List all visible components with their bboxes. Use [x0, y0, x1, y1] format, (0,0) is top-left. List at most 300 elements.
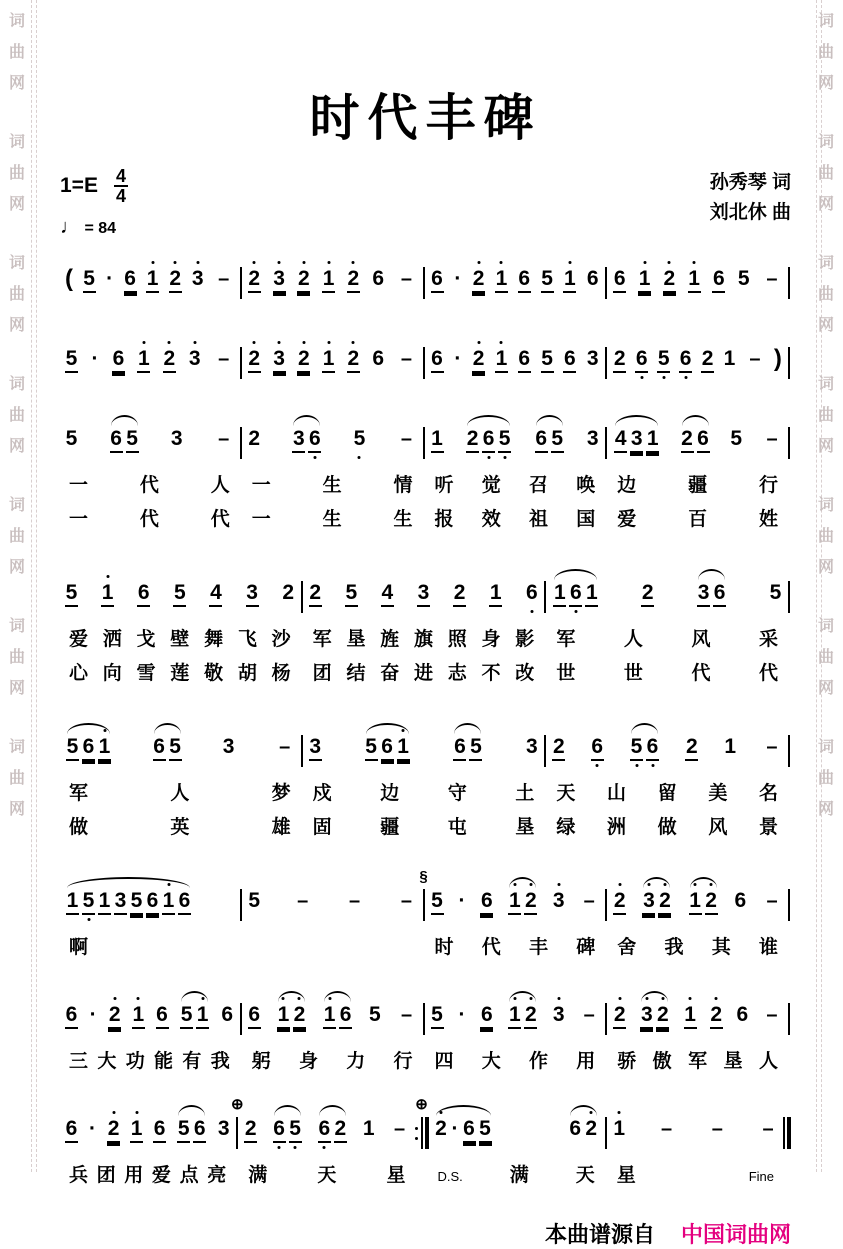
score-system	[60, 253, 791, 303]
lyric-syllable: 星	[386, 1165, 406, 1186]
lyric-syllable: 代	[691, 663, 711, 684]
lyric-syllable: 躬	[251, 1051, 271, 1072]
dash-token: –	[218, 428, 230, 450]
augmentation-dot: ·	[458, 1003, 466, 1026]
lyric-syllable: 边	[380, 783, 400, 804]
watermark-column-right	[811, 0, 841, 1172]
augmentation-dot: ·	[458, 889, 466, 912]
measure	[60, 333, 239, 383]
note-token: 6	[569, 1117, 582, 1140]
note-token: 3	[292, 427, 305, 453]
barline	[240, 427, 242, 459]
lyric-row	[552, 629, 782, 651]
note-token: 5	[737, 267, 750, 290]
dash-token: –	[583, 1004, 595, 1026]
barline	[240, 347, 242, 379]
notes-row	[65, 413, 234, 463]
note-token: 5	[498, 427, 511, 453]
note-token: 5	[180, 1003, 193, 1029]
watermark-char: 词	[8, 618, 25, 635]
measure	[243, 989, 422, 1073]
lyric-syllable: 做	[69, 817, 89, 838]
watermark-char: 词	[8, 134, 25, 151]
lyric-syllable: 兵	[69, 1165, 89, 1186]
lyric-row	[309, 817, 539, 839]
note-token: 3	[630, 427, 643, 453]
note-token: 3	[526, 735, 538, 758]
lyric-syllable: 做	[657, 817, 677, 838]
note-token: 1	[431, 427, 444, 453]
note-token: 4	[614, 427, 627, 453]
lyric-syllable: 边	[617, 475, 637, 496]
notes-row	[431, 333, 600, 383]
watermark-char: 曲	[8, 649, 25, 666]
lyric-syllable: 团	[312, 663, 332, 684]
note-token: 3	[114, 889, 127, 915]
note-token: 6	[193, 1117, 206, 1143]
lyric-row	[613, 509, 782, 531]
dash-token: –	[766, 890, 778, 912]
note-token: 2	[347, 267, 360, 293]
notes-row	[248, 413, 417, 463]
slur-group	[109, 427, 140, 453]
barline	[788, 735, 790, 767]
lyric-syllable: 爱	[151, 1165, 171, 1186]
score-system	[60, 1096, 791, 1188]
slur-group	[465, 427, 512, 453]
lyric-syllable: 身	[481, 629, 501, 650]
lyric-syllable: 敬	[204, 663, 224, 684]
note-token: 5	[130, 889, 143, 915]
barline	[605, 267, 607, 299]
notes-row	[613, 1103, 778, 1153]
slur-group	[507, 889, 538, 915]
augmentation-dot: ·	[91, 347, 99, 370]
augmentation-dot: ·	[89, 1117, 97, 1140]
lyric-syllable: 代	[139, 475, 159, 496]
note-token: 6	[372, 267, 384, 290]
slur-group	[688, 889, 719, 915]
note-token: 1	[638, 267, 651, 293]
source-footer	[60, 1218, 791, 1249]
barline	[605, 889, 607, 921]
note-token: 6	[518, 267, 531, 293]
lyric-syllable: 团	[96, 1165, 116, 1186]
lyric-syllable: 四	[434, 1051, 454, 1072]
note-token: 6	[339, 1003, 352, 1029]
watermark-char: 词	[8, 739, 25, 756]
notes-row	[65, 721, 295, 771]
slur-group	[507, 1003, 538, 1029]
watermark-group	[818, 490, 834, 583]
lyric-syllable: 向	[102, 663, 122, 684]
dash-token: –	[762, 1118, 774, 1140]
watermark-char: 词	[8, 255, 25, 272]
note-token: 5	[173, 581, 186, 607]
note-token: 3	[586, 347, 599, 370]
measure	[60, 253, 239, 303]
notes-row	[431, 989, 600, 1039]
note-token: 3	[170, 427, 183, 450]
barline	[788, 889, 790, 921]
lyric-syllable: 疆	[380, 817, 400, 838]
barline	[788, 347, 790, 379]
notes-row	[613, 253, 782, 303]
note-token: 2	[685, 735, 698, 761]
lyric-syllable: 百	[688, 509, 708, 530]
note-token: 2	[309, 581, 322, 607]
lyric-syllable: 啊	[69, 937, 89, 958]
note-token: 5	[365, 735, 378, 761]
lyric-syllable: 舍	[617, 937, 637, 958]
notes-row	[431, 413, 600, 463]
watermark-char: 曲	[817, 407, 834, 424]
lyric-row	[613, 1165, 778, 1188]
notes-row	[248, 875, 417, 925]
lyric-row	[309, 629, 539, 651]
lyric-syllable: 心	[69, 663, 89, 684]
measure	[60, 875, 239, 959]
note-token: 5	[65, 347, 78, 373]
note-token: 2	[334, 1117, 347, 1143]
note-token: 5	[83, 267, 96, 293]
lyric-row	[434, 1165, 599, 1188]
watermark-char: 曲	[8, 165, 25, 182]
note-token: 3	[552, 889, 565, 913]
composer-credit: 刘北休 曲	[709, 202, 791, 223]
slur-group	[613, 427, 660, 453]
sheet-content	[60, 0, 791, 1247]
barline	[544, 581, 546, 613]
barline	[423, 427, 425, 459]
measure	[426, 413, 605, 531]
lyric-syllable: 志	[447, 663, 467, 684]
notes-row	[65, 333, 234, 383]
score-system	[60, 333, 791, 383]
watermark-char: 词	[8, 376, 25, 393]
barline	[605, 1117, 607, 1149]
lyric-row	[65, 475, 234, 497]
watermark-group	[818, 369, 834, 462]
note-token: 2	[293, 1003, 306, 1029]
lyric-syllable: 飞	[237, 629, 257, 650]
watermark-group	[9, 732, 25, 825]
lyricist-credit: 孙秀琴 词	[709, 172, 791, 193]
lyric-syllable: 奋	[380, 663, 400, 684]
lyric-syllable: 生	[393, 509, 413, 530]
measure	[243, 333, 422, 383]
lyric-row	[65, 937, 234, 959]
note-token: 1	[646, 427, 659, 453]
note-token: 2	[435, 1117, 448, 1143]
note-token: 6	[480, 889, 493, 915]
key-signature: 1=E	[60, 174, 98, 197]
note-token: 6	[453, 735, 466, 761]
watermark-char: 词	[817, 376, 834, 393]
slur-group	[317, 1117, 348, 1143]
lyric-syllable: 时	[434, 937, 454, 958]
note-token: 1	[137, 347, 150, 373]
watermark-char: 网	[8, 559, 25, 576]
note-token: 3	[309, 735, 322, 761]
note-token: 1	[196, 1003, 209, 1029]
slur-group	[65, 735, 112, 761]
measure	[547, 721, 787, 839]
lyric-syllable: 代	[139, 509, 159, 530]
watermark-char: 网	[8, 801, 25, 818]
notes-row	[552, 721, 782, 771]
note-token: 6	[525, 581, 538, 605]
note-token: 2	[472, 267, 485, 293]
note-token: 2	[705, 889, 718, 915]
note-token: 2	[710, 1003, 723, 1029]
slur-group	[272, 1117, 303, 1143]
measure	[60, 567, 300, 685]
note-token: 3	[217, 1117, 230, 1140]
note-token: 5	[126, 427, 139, 453]
lyric-syllable: 壁	[170, 629, 190, 650]
lyric-syllable: 功	[125, 1051, 145, 1072]
watermark-char: 曲	[817, 528, 834, 545]
lyric-row	[431, 509, 600, 531]
note-token: 1	[397, 735, 410, 761]
lyric-syllable: 绿	[556, 817, 576, 838]
note-token: 1	[585, 581, 598, 607]
lyric-syllable: 情	[393, 475, 413, 496]
lyric-syllable: 骄	[617, 1051, 637, 1072]
lyric-row	[244, 1165, 409, 1187]
notes-row	[552, 567, 782, 617]
lyric-syllable: 留	[657, 783, 677, 804]
lyric-syllable: 作	[528, 1051, 548, 1072]
augmentation-dot: ·	[451, 1117, 459, 1140]
lyric-syllable: 生	[322, 509, 342, 530]
lyric-syllable: 人	[170, 783, 190, 804]
lyric-row	[309, 663, 539, 685]
lyric-syllable: 报	[434, 509, 454, 530]
note-token: 6	[248, 1003, 261, 1029]
note-token: 5	[289, 1117, 302, 1143]
slur-group	[364, 735, 411, 761]
tempo-marking: ♩ = 84	[60, 216, 117, 238]
lyric-row	[65, 663, 295, 685]
watermark-group	[818, 611, 834, 704]
note-token: 5	[551, 427, 564, 453]
note-token: 2	[524, 889, 537, 915]
watermark-char: 网	[817, 317, 834, 334]
note-token: 6	[613, 267, 626, 293]
notes-row	[65, 989, 234, 1039]
watermark-group	[9, 611, 25, 704]
note-token: 1	[146, 267, 159, 293]
slur-group	[641, 889, 672, 915]
lyric-syllable: 垦	[515, 817, 535, 838]
note-token: 6	[153, 1117, 166, 1143]
lyric-row	[431, 475, 600, 497]
note-token: 6	[646, 735, 659, 761]
lyric-syllable: 一	[69, 509, 89, 530]
lyric-syllable: 军	[688, 1051, 708, 1072]
note-token: 6	[535, 427, 548, 453]
note-token: 6	[480, 1003, 493, 1029]
note-token: 5	[345, 581, 358, 607]
lyric-syllable: 不	[481, 663, 501, 684]
score-system	[60, 567, 791, 685]
note-token: 6	[156, 1003, 169, 1029]
dash-token: –	[749, 348, 761, 370]
barline	[240, 267, 242, 299]
note-token: 3	[222, 735, 235, 758]
lyric-syllable: 旗	[413, 629, 433, 650]
slur-group	[696, 581, 727, 607]
lyric-syllable: 山	[607, 783, 627, 804]
lyric-syllable: 丰	[528, 937, 548, 958]
note-token: 1	[101, 581, 114, 607]
lyric-syllable: 英	[170, 817, 190, 838]
lyric-syllable: 一	[69, 475, 89, 496]
note-token: 1	[613, 1117, 626, 1141]
note-token: 5	[353, 427, 366, 451]
note-token: 1	[98, 889, 111, 915]
dash-token: –	[766, 268, 778, 290]
lyric-row	[431, 1051, 600, 1073]
note-token: 5	[769, 581, 782, 604]
lyric-syllable: 屯	[447, 817, 467, 838]
note-token: 2	[466, 427, 479, 453]
lyric-row	[65, 629, 295, 651]
lyric-syllable: 世	[623, 663, 643, 684]
augmentation-dot: ·	[106, 267, 114, 290]
lyric-syllable: 梦	[271, 783, 291, 804]
lyric-row	[65, 509, 234, 531]
measure	[60, 1103, 235, 1187]
measure	[608, 413, 787, 531]
lyric-syllable: 天	[575, 1165, 595, 1186]
note-token: 1	[66, 889, 79, 915]
lyric-syllable: 一	[251, 475, 271, 496]
lyric-syllable: 军	[69, 783, 89, 804]
note-token: 5	[65, 581, 78, 607]
note-token: 5	[82, 889, 95, 915]
lyric-syllable: 其	[711, 937, 731, 958]
lyric-row	[613, 475, 782, 497]
lyric-syllable: 行	[393, 1051, 413, 1072]
lyric-syllable: 影	[515, 629, 535, 650]
watermark-char: 网	[817, 680, 834, 697]
note-token: 2	[453, 581, 466, 607]
lyric-syllable: 谁	[758, 937, 778, 958]
notes-row	[244, 1103, 409, 1153]
measure	[429, 1103, 604, 1188]
lyric-syllable: 满	[509, 1165, 529, 1186]
slur-group	[452, 735, 483, 761]
watermark-group	[818, 248, 834, 341]
dash-token: –	[349, 890, 361, 912]
dash-token: –	[400, 428, 413, 450]
note-token: 2	[282, 581, 294, 604]
watermark-char: 网	[8, 438, 25, 455]
watermark-char: 网	[817, 801, 834, 818]
lyric-syllable: 我	[210, 1051, 230, 1072]
watermark-char: 网	[8, 75, 25, 92]
slur-group	[534, 427, 565, 453]
note-token: 3	[246, 581, 259, 607]
lyric-syllable: 满	[248, 1165, 268, 1186]
note-token: 2	[613, 347, 626, 373]
barline	[544, 735, 546, 767]
measure	[608, 253, 787, 303]
note-token: 2	[107, 1117, 120, 1143]
score-meta	[60, 168, 791, 239]
note-token: 3	[273, 347, 286, 373]
note-token: 6	[65, 1003, 78, 1029]
note-token: 5	[469, 735, 482, 761]
lyric-syllable: 生	[322, 475, 342, 496]
note-token: 6	[146, 889, 159, 915]
note-token: 1	[322, 347, 335, 373]
lyric-row	[552, 663, 782, 685]
dash-token: –	[218, 348, 230, 370]
lyric-syllable: 我	[664, 937, 684, 958]
note-token: 6	[110, 427, 123, 453]
dash-token: –	[297, 890, 309, 912]
note-token: 1	[724, 735, 736, 758]
note-token: 1	[162, 889, 175, 915]
note-token: 5	[66, 735, 79, 761]
note-token: 6	[124, 267, 137, 293]
note-token: 6	[273, 1117, 286, 1143]
lyric-row	[431, 937, 600, 959]
time-signature: 4 4	[115, 166, 126, 206]
measure	[60, 721, 300, 839]
note-token: 2	[585, 1117, 598, 1141]
dash-token: –	[583, 890, 595, 912]
lyric-syllable: 天	[556, 783, 576, 804]
score-system	[60, 989, 791, 1073]
dash-token: –	[660, 1118, 673, 1140]
watermark-char: 词	[817, 739, 834, 756]
lyric-syllable: 人	[758, 1051, 778, 1072]
watermark-char: 网	[817, 559, 834, 576]
note-token: 3	[640, 1003, 653, 1029]
note-token: 6	[697, 427, 710, 453]
dash-token: –	[766, 428, 778, 450]
note-token: 2	[169, 267, 182, 293]
lyric-syllable: 旌	[380, 629, 400, 650]
note-token: 6	[591, 735, 604, 761]
lyric-syllable: 军	[312, 629, 332, 650]
lyric-syllable: 能	[154, 1051, 174, 1072]
notes-row	[248, 989, 417, 1039]
barline	[301, 581, 303, 613]
measure	[426, 253, 605, 303]
lyric-syllable: 效	[481, 509, 501, 530]
source-site-link[interactable]: 中国词曲网	[680, 1222, 791, 1247]
note-token: 5	[541, 347, 554, 373]
lyric-syllable: 守	[447, 783, 467, 804]
watermark-group	[818, 732, 834, 825]
measure	[608, 1103, 783, 1188]
note-token: 2	[248, 347, 261, 373]
barline	[605, 1003, 607, 1035]
key-tempo-block	[60, 168, 128, 239]
segno-icon: §	[419, 868, 428, 885]
note-token: 1	[508, 889, 521, 915]
lyric-row	[248, 509, 417, 531]
note-token: 6	[431, 267, 444, 293]
slur-group	[322, 1003, 353, 1029]
dash-token: –	[279, 736, 291, 758]
